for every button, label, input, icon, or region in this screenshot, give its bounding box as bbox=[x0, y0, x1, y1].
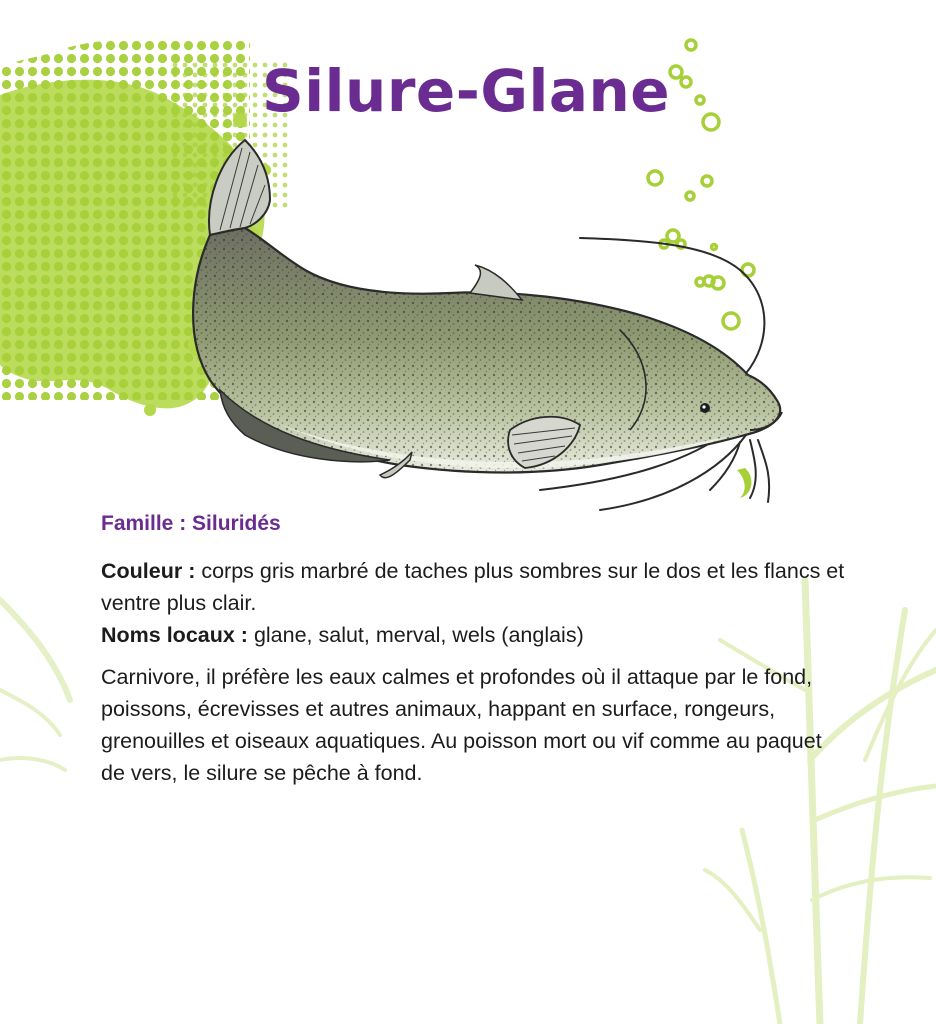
color-paragraph bbox=[101, 555, 846, 619]
color-text: corps gris marbré de taches plus sombres sur le dos et les flancs et ventre plus clair. bbox=[101, 559, 845, 615]
catfish-illustration bbox=[150, 130, 810, 530]
color-label: Couleur : bbox=[101, 559, 196, 583]
tail-fin bbox=[209, 140, 270, 235]
page-title: Silure-Glane bbox=[262, 57, 671, 125]
local-names-label: Noms locaux : bbox=[101, 623, 248, 647]
dorsal-fin bbox=[470, 265, 522, 300]
left-reeds bbox=[0, 600, 70, 770]
local-names-paragraph bbox=[101, 619, 846, 651]
family-heading: Famille : Siluridés bbox=[101, 512, 281, 535]
description-paragraph: Carnivore, il préfère les eaux calmes et profondes où il attaque par le fond, poissons, écrevisses et autres animaux, happant en surface, rongeurs, grenouilles et oiseaux aquatiques. Au poisson mort ou vif comme au paquet de vers, le silure se pêche à fond. bbox=[101, 665, 822, 785]
local-names-text: glane, salut, merval, wels (anglais) bbox=[253, 623, 584, 647]
description-block bbox=[101, 555, 846, 789]
